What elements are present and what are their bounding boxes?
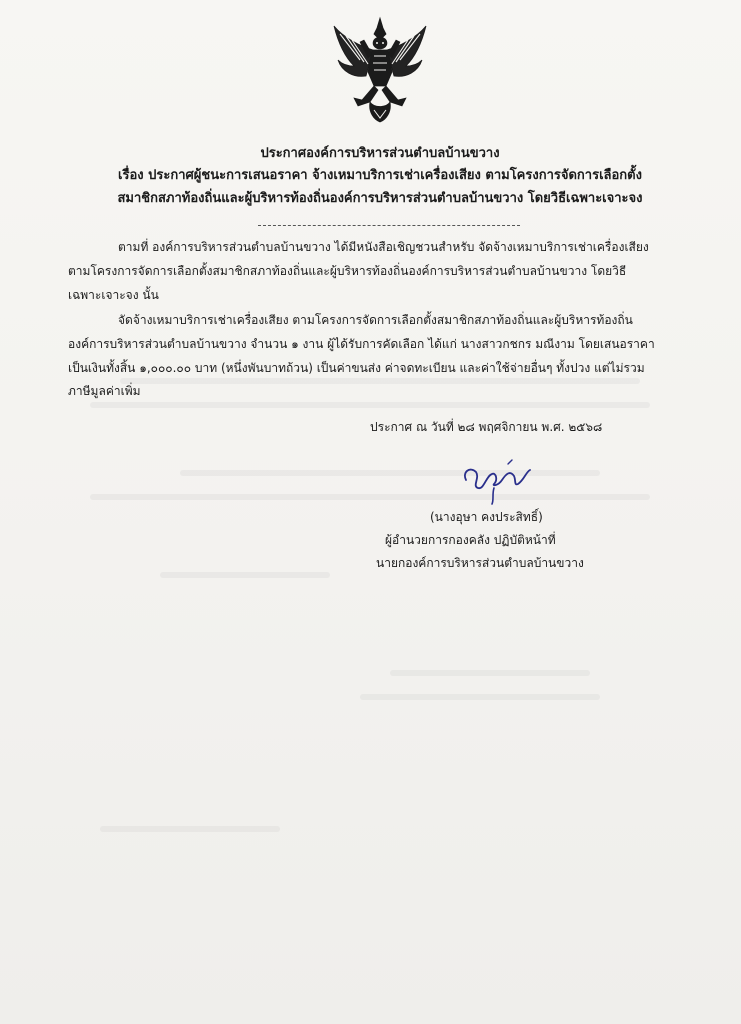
bleed-through-mark <box>90 494 650 500</box>
bleed-through-mark <box>360 694 600 700</box>
bleed-through-mark <box>90 402 650 408</box>
announcement-dateline: ประกาศ ณ วันที่ ๒๘ พฤศจิกายน พ.ศ. ๒๕๖๘ <box>370 420 603 434</box>
garuda-emblem-icon <box>330 16 430 124</box>
paragraph-1-line-1: ตามที่ องค์การบริหารส่วนตำบลบ้านขวาง ได้มีหนังสือเชิญชวนสำหรับ จัดจ้างเหมาบริการเช่าเครื่องเสียง <box>118 240 649 254</box>
paragraph-2-line-3: เป็นเงินทั้งสิ้น ๑,๐๐๐.๐๐ บาท (หนึ่งพันบาทถ้วน) เป็นค่าขนส่ง ค่าจดทะเบียน และค่าใช้จ่ายอื่นๆ ทั้งปวง แต่ไม่รวม <box>68 361 645 375</box>
bleed-through-mark <box>120 378 640 384</box>
bleed-through-mark <box>390 670 590 676</box>
paragraph-1-line-2: ตามโครงการจัดการเลือกตั้งสมาชิกสภาท้องถิ่นและผู้บริหารท้องถิ่นองค์การบริหารส่วนตำบลบ้านขวาง โดยวิธี <box>68 264 627 278</box>
paragraph-2-line-1: จัดจ้างเหมาบริการเช่าเครื่องเสียง ตามโครงการจัดการเลือกตั้งสมาชิกสภาท้องถิ่นและผู้บริหารท้องถิ่น <box>118 313 633 327</box>
bleed-through-mark <box>160 572 330 578</box>
announcement-title: ประกาศองค์การบริหารส่วนตำบลบ้านขวาง <box>260 146 500 161</box>
paragraph-1-line-3: เฉพาะเจาะจง นั้น <box>68 288 159 302</box>
paragraph-2-line-4: ภาษีมูลค่าเพิ่ม <box>68 384 141 398</box>
signatory-position-2: นายกองค์การบริหารส่วนตำบลบ้านขวาง <box>376 556 584 570</box>
signatory-position-1: ผู้อำนวยการกองคลัง ปฏิบัติหน้าที่ <box>385 533 556 547</box>
announcement-subject-line-1: เรื่อง ประกาศผู้ชนะการเสนอราคา จ้างเหมาบริการเช่าเครื่องเสียง ตามโครงการจัดการเลือกตั้ง <box>118 168 642 183</box>
heading-divider <box>258 225 520 226</box>
signatory-name: (นางอุษา คงประสิทธิ์) <box>430 510 543 524</box>
handwritten-signature <box>448 450 538 510</box>
paragraph-2-line-2: องค์การบริหารส่วนตำบลบ้านขวาง จำนวน ๑ งาน ผู้ได้รับการคัดเลือก ได้แก่ นางสาวกชกร มณีงาม โดยเสนอราคา <box>68 337 655 351</box>
bleed-through-mark <box>100 826 280 832</box>
announcement-subject-line-2: สมาชิกสภาท้องถิ่นและผู้บริหารท้องถิ่นองค์การบริหารส่วนตำบลบ้านขวาง โดยวิธีเฉพาะเจาะจง <box>117 191 643 206</box>
